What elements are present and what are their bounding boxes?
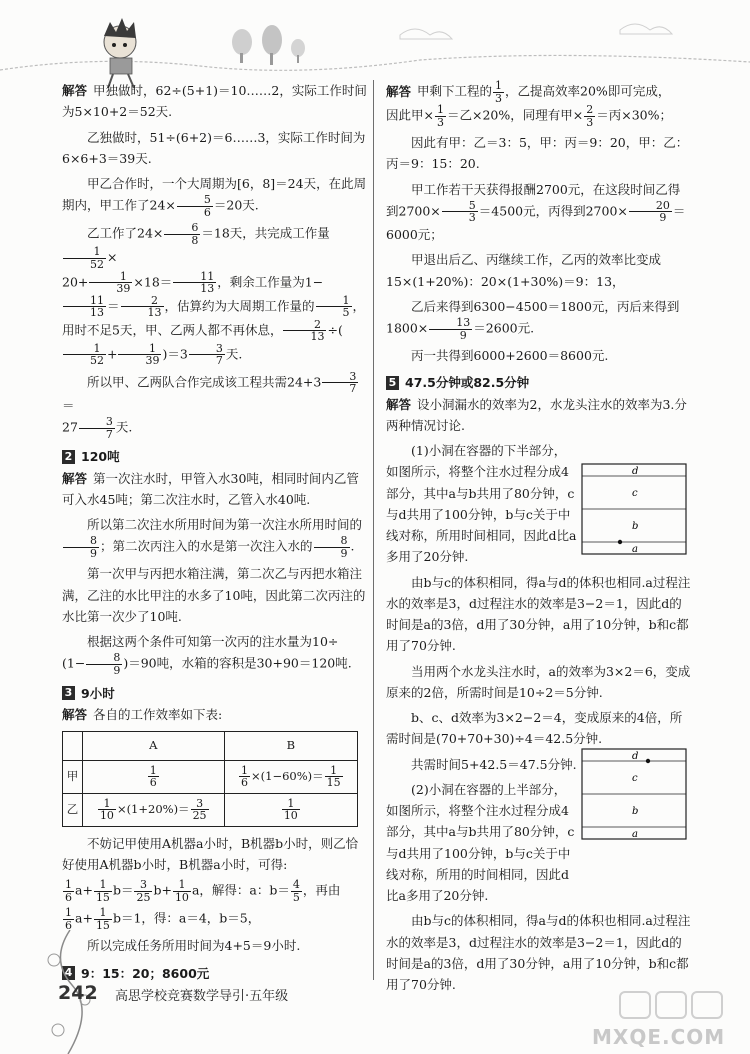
region-label: b bbox=[632, 521, 639, 532]
hole-dot-icon bbox=[646, 759, 650, 763]
hole-dot-icon bbox=[618, 540, 622, 544]
case1-p5: 共需时间5+42.5＝47.5分钟. bbox=[411, 756, 577, 772]
s3-eq2: $\frac{1}{6}$ a+ $\frac{1}{15}$ b＝1，得：a＝4，b＝5， bbox=[65, 906, 261, 932]
s5-intro: 解答 设小洞漏水的效率为2，水龙头注水的效率为3.分两种情况讨论. bbox=[386, 396, 687, 433]
left-p1: 解答 甲独做时，62÷(5+1)＝10……2，实际工作时间为5×10+2＝52天. bbox=[62, 83, 367, 120]
left-p2: 乙独做时，51÷(6+2)＝6……3，实际工作时间为6×6+3＝39天. bbox=[62, 129, 366, 166]
region-label: c bbox=[632, 488, 638, 499]
region-label: a bbox=[632, 544, 638, 555]
region-label: c bbox=[632, 773, 638, 784]
book-title: 高思学校竞赛数学导引·五年级 bbox=[115, 989, 289, 1004]
s3-intro: 解答 各自的工作效率如下表: bbox=[62, 706, 223, 722]
left-column bbox=[62, 80, 367, 984]
efficiency-table: A B 甲 $\frac{1}{6}$ $\frac{1}{6}$ ×(1−60%)＝ $\frac{1}{15}$ 乙 $\frac{1}{10}$ ×(1+20%)＝ $\frac{3}{25}$ $\frac{1}{10}$ bbox=[62, 731, 358, 827]
watermark-text: MXQE.COM bbox=[592, 1025, 726, 1049]
s3-p2: 不妨记甲使用A机器a小时，B机器b小时，则乙恰好使用A机器b小时，B机器a小时，可得: bbox=[62, 835, 359, 873]
right-p4: 甲退出后乙、丙继续工作，乙丙的效率比变成15×(1+20%)：20×(1+30%)＝9：13， bbox=[386, 252, 662, 289]
container-diagram-1 bbox=[580, 462, 690, 558]
section-2-header: 2 120吨 bbox=[62, 446, 367, 467]
s2-p4: 根据这两个条件可知第一次丙的注水量为10÷ (1− $\frac{8}{9}$ )＝90吨，水箱的容积是30+90＝120吨. bbox=[62, 634, 352, 677]
section-5-header: 5 47.5分钟或82.5分钟 bbox=[386, 372, 691, 393]
s2-p2: 所以第二次注水所用时间为第一次注水所用时间的 $\frac{8}{9}$ ；第二次丙注入的水是第一次注入水的 $\frac{8}{9}$ . bbox=[62, 514, 367, 559]
s3-eq1: $\frac{1}{6}$ a+ $\frac{1}{15}$ b＝ $\frac{3}{25}$ b+ $\frac{1}{10}$ a，解得：a：b＝ $\frac{4}{5}$ ，再由 bbox=[65, 878, 341, 904]
case2-p2: 由b与c的体积相同，得a与d的体积也相同.a过程注水的效率是3，d过程注水的效率是3−2＝1，因此d的时间是a的3倍，d用了30分钟，a用了10分钟，b和c都用了70分钟. bbox=[386, 913, 691, 993]
case1-p4: b、c、d效率为3×2−2＝4，变成原来的4倍，所需时间是(70+70+30)÷4＝42.5分钟. bbox=[386, 710, 683, 747]
right-p5: 乙后来得到6300−4500＝1800元，丙后来得到1800× $\frac{13}{9}$ ＝2600元. bbox=[386, 298, 680, 342]
s3-p3: 所以完成任务所用时间为4+5＝9小时. bbox=[87, 938, 301, 954]
section-4-header: 4 9：15：20；8600元 bbox=[62, 963, 367, 984]
s2-p3: 第一次甲与丙把水箱注满，第二次乙与丙把水箱注满，乙注的水比甲注的水多了10吨，因此第二次丙注的水比第一次少了10吨. bbox=[62, 566, 366, 624]
right-p1: 解答 甲剩下工程的 $\frac{1}{3}$ ，乙提高效率20%即可完成， 因此甲× $\frac{1}{3}$ ＝乙×20%，同理有甲× $\frac{2}{3}$ ＝丙×30%； bbox=[386, 79, 672, 129]
clouds-icon bbox=[400, 24, 672, 39]
column-divider bbox=[373, 80, 374, 980]
section-3-header: 3 9小时 bbox=[62, 683, 367, 704]
case1-text: (1)小洞在容器的下半部分，如图所示，将整个注水过程分成4部分，其中a与b共用了80分钟，c与d共用了100分钟，b与c关于中线对称，所用时间相同，因此d比a多用了20分钟. bbox=[386, 443, 577, 565]
case1-p3: 当用两个水龙头注水时，a的效率为3×2＝6，变成原来的2倍，所需时间是10÷2＝5分钟. bbox=[386, 663, 691, 700]
left-p3: 甲乙合作时，一个大周期为[6，8]＝24天，在此周期内，甲工作了24× $\frac{5}{6}$ ＝20天. bbox=[62, 176, 367, 219]
right-p2: 因此有甲：乙＝3：5，甲：丙＝9：20，甲：乙：丙＝9：15：20. bbox=[386, 135, 689, 172]
page-number: 242 bbox=[58, 982, 98, 1004]
fraction: $\frac{5}{6}$ bbox=[177, 194, 213, 218]
container-diagram-2 bbox=[580, 747, 690, 843]
s2-p1: 解答 第一次注水时，甲管入水30吨，相同时间内乙管可入水45吨；第二次注水时，乙管入水40吨. bbox=[62, 470, 359, 507]
region-label: d bbox=[632, 466, 639, 477]
left-p5: 所以甲、乙两队合作完成该工程共需24+3 $\frac{3}{7}$ ＝ 27 $\frac{3}{7}$ 天. bbox=[62, 369, 357, 441]
case2-text: (2)小洞在容器的上半部分，如图所示，将整个注水过程分成4部分，其中a与b共用了80分钟，c与d共用了100分钟，b与c关于中线对称，所用的时间相同，因此d比a多用了20分钟. bbox=[386, 781, 575, 904]
cartoon-boy-icon bbox=[104, 18, 136, 88]
left-p4: 乙工作了24× $\frac{6}{8}$ ＝18天，共完成工作量 $\frac{1}{52}$ × 20+ $\frac{1}{39}$ ×18＝ $\frac{11}{13}$ ，剩余工作量为1− $\frac{11}{13}$ ＝ $\frac{2}{13}$ ，估算约为大周期工作量的 $\frac{1}{5}$ ，用时不足5天，甲、乙两人都不再休息， $\frac{2}{13}$ ÷( $\frac{1}{52}$ + $\frac{1}{39}$ )＝3 $\frac{3}{7}$ 天. bbox=[62, 221, 366, 368]
case1-p2: 由b与c的体积相同，得a与d的体积也相同.a过程注水的效率是3，d过程注水的效率是3−2＝1，因此d的时间是a的3倍，d用了30分钟，a用了10分钟，b和c都用了70分钟. bbox=[386, 574, 691, 654]
right-p6: 丙一共得到6000+2600＝8600元. bbox=[411, 348, 609, 364]
region-label: d bbox=[632, 751, 639, 762]
trees-icon bbox=[232, 25, 305, 65]
right-p3: 甲工作若干天获得报酬2700元，在这段时间乙得到2700× $\frac{5}{3}$ ＝4500元，丙得到2700× $\frac{20}{9}$ ＝6000元； bbox=[386, 181, 686, 243]
region-label: b bbox=[632, 806, 639, 817]
region-label: a bbox=[632, 829, 638, 840]
